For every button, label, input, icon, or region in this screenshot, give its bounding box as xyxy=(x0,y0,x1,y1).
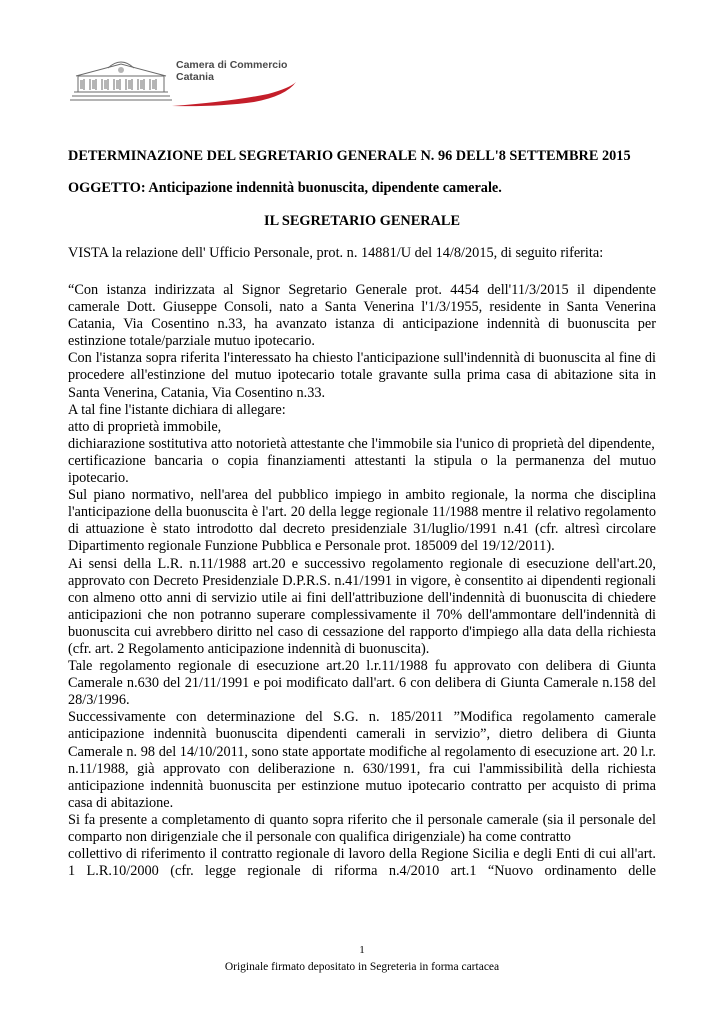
document-subject: OGGETTO: Anticipazione indennità buonuscita, dipendente camerale. xyxy=(68,180,502,196)
body-paragraph: Successivamente con determinazione del S.G. n. 185/2011 ”Modifica regolamento camerale anticipazione indennità buonuscita dipendenti camerali in servizio”, dietro delibera di Giunta Camerale n. 98 del 14/10/2011, sono state apportate modifiche al regolamento di esecuzione art. 20 l.r. n.11/1988, già approvato con deliberazione n. 630/1991, fra cui l'ammissibilità della richiesta anticipazione indennità buonuscita per estinzione mutuo ipotecario contratto per acquisto di prima casa di abitazione. xyxy=(68,709,656,811)
body-paragraph: Con l'istanza sopra riferita l'interessato ha chiesto l'anticipazione sull'indennità di buonuscita al fine di procedere all'estinzione del mutuo ipotecario totale gravante sulla prima casa di abitazione sita in Santa Venerina, Catania, Via Cosentino n.33. xyxy=(68,350,656,401)
body-paragraph: Sul piano normativo, nell'area del pubblico impiego in ambito regionale, la norma che disciplina l'anticipazione della buonuscita è l'art. 20 della legge regionale 11/1988 mentre il relativo regolamento di attuazione è stato introdotto dal decreto presidenziale 31/luglio/1991 n.41 (cfr. altresì circolare Dipartimento regionale Funzione Pubblica e Personale prot. 185009 del 19/12/2011). xyxy=(68,487,656,555)
section-title: IL SEGRETARIO GENERALE xyxy=(264,213,460,229)
document-heading: DETERMINAZIONE DEL SEGRETARIO GENERALE N. 96 DELL'8 SETTEMBRE 2015 xyxy=(68,148,631,164)
body-paragraph: Ai sensi della L.R. n.11/1988 art.20 e successivo regolamento regionale di esecuzione dell'art.20, approvato con Decreto Presidenziale D.P.R.S. n.41/1991 in vigore, è consentito ai dipendenti regionali con almeno otto anni di servizio utile ai fini dell'attribuzione dell'indennità di buonuscita di chiedere anticipazioni che non potranno superare complessivamente il 70% dell'ammontare dell'indennità di buonuscita cui avrebbero diritto nel caso di cessazione del rapporto d'impiego alla data della richiesta (cfr. art. 2 Regolamento anticipazione indennità di buonuscita). xyxy=(68,555,656,657)
attachment-item: atto di proprietà immobile, xyxy=(68,418,222,435)
body-paragraph: “Con istanza indirizzata al Signor Segretario Generale prot. 4454 dell'11/3/2015 il dipendente camerale Dott. Giuseppe Consoli, nato a Santa Venerina l'1/3/1955, residente in Santa Venerina Catania, Via Cosentino n.33, ha avanzato istanza di anticipazione indennità di buonuscita per estinzione totale/parziale mutuo ipotecario. xyxy=(68,282,656,350)
chamber-logo xyxy=(68,52,300,108)
attachment-item: dichiarazione sostitutiva atto notorietà attestante che l'immobile sia l'unico di proprietà del dipendente, xyxy=(68,435,655,452)
logo-line-1: Camera di Commercio xyxy=(176,59,288,71)
footer-note: Originale firmato depositato in Segreteria in forma cartacea xyxy=(224,961,500,973)
body-paragraph: collettivo di riferimento il contratto regionale di lavoro della Regione Sicilia e degli Enti di cui all'art. 1 L.R.10/2000 (cfr. legge regionale di riforma n.4/2010 art.1 “Nuovo ordinamento delle xyxy=(68,846,656,880)
logo-text xyxy=(176,59,287,83)
red-swoosh-icon xyxy=(172,82,296,106)
body-paragraph: Tale regolamento regionale di esecuzione art.20 l.r.11/1988 fu approvato con delibera di Giunta Camerale n.630 del 21/11/1991 e poi modificato dall'art. 6 con delibera di Giunta Camerale n.158 del 28/3/1996. xyxy=(68,658,656,709)
body-paragraph: Si fa presente a completamento di quanto sopra riferito che il personale camerale (sia il personale del comparto non dirigenziale che il personale con qualifica dirigenziale) ha come contratto xyxy=(68,811,656,845)
vista-line: VISTA la relazione dell' Ufficio Personale, prot. n. 14881/U del 14/8/2015, di seguito riferita: xyxy=(68,245,604,261)
logo-line-2: Catania xyxy=(176,71,214,83)
document-body xyxy=(68,282,656,880)
attachment-item: certificazione bancaria o copia finanziamenti attestanti la stipula o la permanenza del mutuo ipotecario. xyxy=(68,452,656,487)
page-number: 1 xyxy=(359,944,365,956)
body-paragraph: A tal fine l'istante dichiara di allegare: xyxy=(68,401,286,418)
